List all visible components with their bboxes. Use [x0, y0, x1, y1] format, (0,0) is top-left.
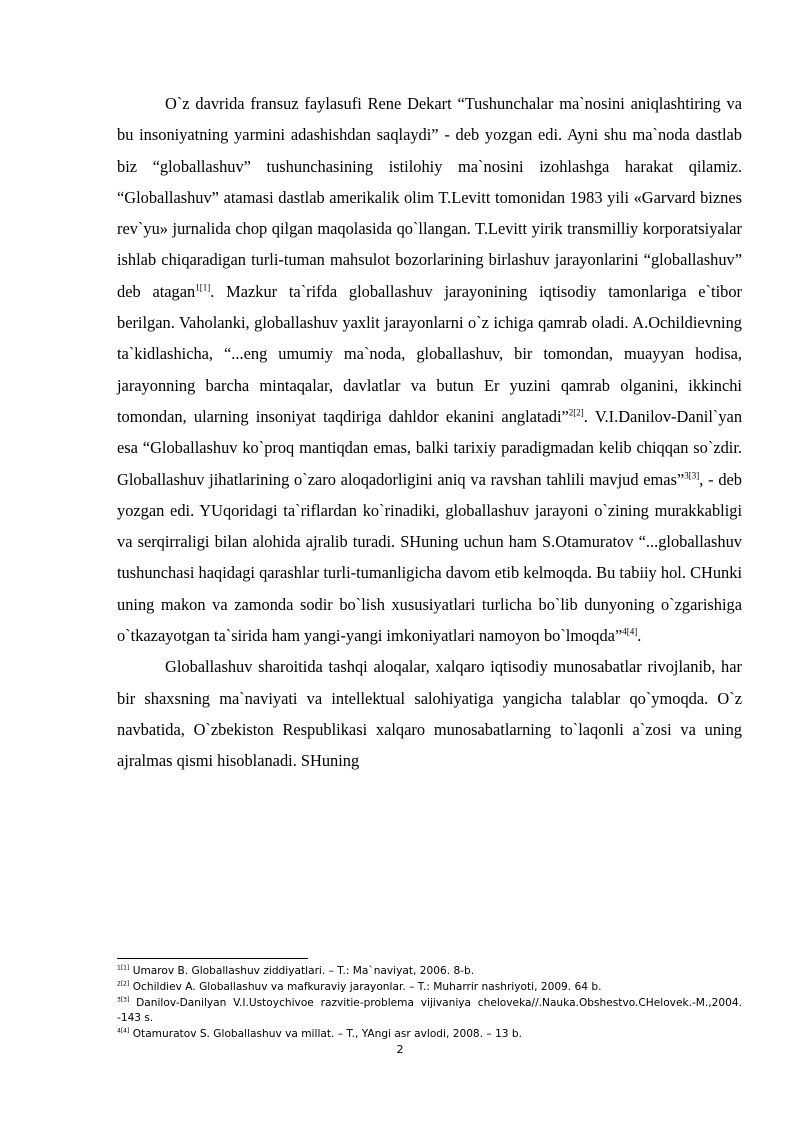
- footnote-text-3: Danilov-Danilyan V.I.Ustoychivoe razvitie-problema vijivaniya cheloveka//.Nauka.Obshestvo.CHelovek.-M.,2004. -143 s.: [117, 996, 742, 1025]
- footnote-text-1: Umarov B. Globallashuv ziddiyatlari. – T.: Ma`naviyat, 2006. 8-b.: [129, 965, 475, 977]
- footnote-ref-1[interactable]: 1[1]: [195, 282, 211, 293]
- paragraph-1-text-4: , - deb yozgan edi. YUqoridagi ta`riflardan ko`rinadiki, globallashuv jarayoni o`zining murakkabligi va serqirraligi bilan alohida ajralib turadi. SHuning uchun ham S.Otamuratov “...globallashuv tushunchasi haqidagi qarashlar turli-tumanligicha davom etib kelmoqda. Bu tabiiy hol. CHunki uning makon va zamonda sodir bo`lish xususiyatlari turlicha bo`lib dunyoning o`zgarishiga o`tkazayotgan ta`sirida ham yangi-yangi imkoniyatlari namoyon bo`lmoqda”: [117, 469, 742, 646]
- footnote-text-4: Otamuratov S. Globallashuv va millat. – T., YAngi asr avlodi, 2008. – 13 b.: [129, 1028, 523, 1041]
- footnote-mark-4: 4[4]: [117, 1027, 130, 1035]
- page-number: 2: [396, 1043, 404, 1056]
- footnote-mark-1: 1[1]: [117, 964, 130, 972]
- footnote-separator: [117, 958, 308, 959]
- footnote-1: [117, 964, 742, 980]
- paragraph-1: [117, 88, 742, 651]
- paragraph-2: Globallashuv sharoitida tashqi aloqalar, xalqaro iqtisodiy munosabatlar rivojlanib, har bir shaxsning ma`naviyati va intellektual salohiyatiga yangicha talablar qo`ymoqda. O`z navbatida, O`zbekiston Respublikasi xalqaro munosabatlarning to`laqonli a`zosi va uning ajralmas qismi hisoblanadi. SHuning: [117, 657, 742, 771]
- paragraph-1-text-2: . Mazkur ta`rifda globallashuv jarayonining iqtisodiy tamonlariga e`tibor berilgan. Vaholanki, globallashuv yaxlit jarayonlarni o`z ichiga qamrab oladi. A.Ochildievning ta`kidlashicha, “...eng umumiy ma`noda, globallashuv, bir tomondan, muayyan hodisa, jarayonning barcha mintaqalar, davlatlar va butun Er yuzini qamrab olganini, ikkinchi tomondan, ularning insoniyat taqdiriga dahldor ekanini anglatadi”: [117, 281, 742, 426]
- footnote-4: [117, 1027, 742, 1043]
- paragraph-1-text-3: . V.I.Danilov-Danil`yan esa “Globallashuv ko`proq mantiqdan emas, balki tarixiy paradigmadan kelib chiqqan so`zdir. Globallashuv jihatlarining o`zaro aloqadorligini aniq va ravshan tahlili mavjud emas”: [117, 406, 743, 489]
- footnote-mark-2: 2[2]: [117, 980, 130, 988]
- paragraph-1-text-1: O`z davrida fransuz faylasufi Rene Dekart “Tushunchalar ma`nosini aniqlashtiring va bu insoniyatning yarmini adashishdan saqlaydi” - deb yozgan edi. Ayni shu ma`noda dastlab biz “globallashuv” tushunchasining istilohiy ma`nosini izohlashga harakat qilamiz. “Globallashuv” atamasi dastlab amerikalik olim T.Levitt tomonidan 1983 yili «Garvard biznes rev`yu» jurnalida chop qilgan maqolasida qo`llangan. T.Levitt yirik transmilliy korporatsiyalar ishlab chiqaradigan turli-tuman mahsulot bozorlarining birlashuv jarayonlarini “globallashuv” deb atagan: [117, 94, 742, 301]
- footnote-2: [117, 980, 742, 996]
- footnote-3: [117, 996, 742, 1028]
- body-text: [117, 88, 742, 777]
- footnote-text-2: Ochildiev A. Globallashuv va mafkuraviy jarayonlar. – T.: Muharrir nashriyoti, 2009. 64 b.: [129, 980, 602, 993]
- footnotes: [117, 964, 742, 1043]
- footnote-mark-3: 3[3]: [117, 996, 130, 1004]
- footnote-ref-3[interactable]: 3[3]: [684, 470, 700, 481]
- footnote-ref-2[interactable]: 2[2]: [568, 407, 584, 418]
- paragraph-1-text-5: .: [637, 626, 642, 646]
- footnote-ref-4[interactable]: 4[4]: [622, 626, 638, 637]
